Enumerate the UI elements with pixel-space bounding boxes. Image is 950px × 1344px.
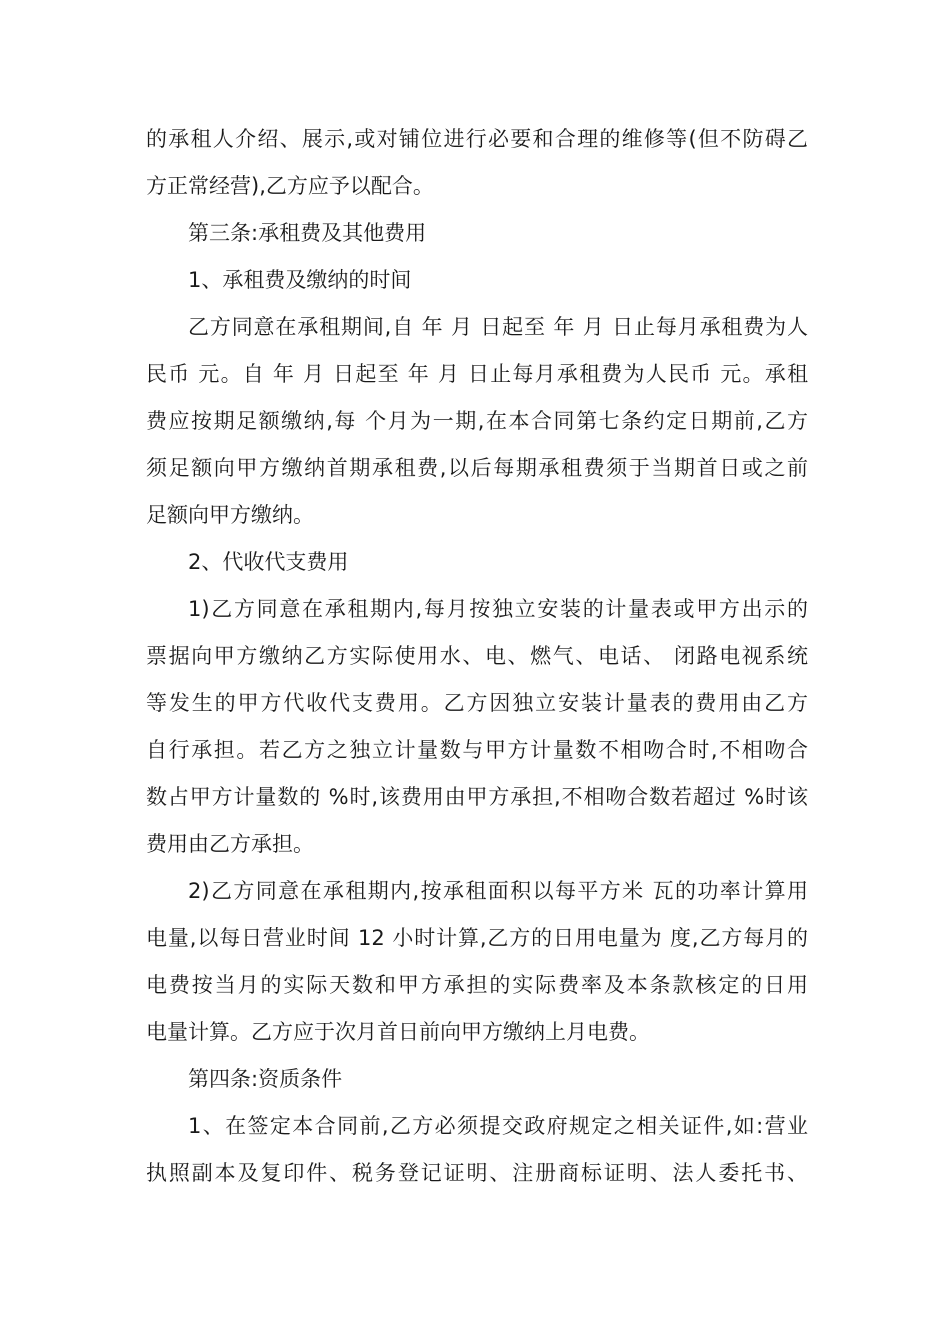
text-line: 电量计算。乙方应于次月首日前向甲方缴纳上月电费。: [146, 1020, 650, 1044]
text-line: 费应按期足额缴纳,每 个月为一期,在本合同第七条约定日期前,乙方: [146, 409, 808, 433]
subsection-heading: 1、承租费及缴纳的时间: [188, 268, 412, 292]
text-line: 电费按当月的实际天数和甲方承担的实际费率及本条款核定的日用: [146, 973, 808, 997]
text-line: 2)乙方同意在承租期内,按承租面积以每平方米 瓦的功率计算用: [188, 879, 808, 903]
text-line: 票据向甲方缴纳乙方实际使用水、电、燃气、电话、 闭路电视系统: [146, 644, 808, 668]
text-line: 电量,以每日营业时间 12 小时计算,乙方的日用电量为 度,乙方每月的: [146, 926, 808, 950]
text-line: 须足额向甲方缴纳首期承租费,以后每期承租费须于当期首日或之前: [146, 456, 808, 480]
section-heading: 第三条:承租费及其他费用: [188, 221, 427, 245]
subsection-heading: 2、代收代支费用: [188, 550, 349, 574]
text-line: 1、在签定本合同前,乙方必须提交政府规定之相关证件,如:营业: [188, 1114, 808, 1138]
text-line: 执照副本及复印件、税务登记证明、注册商标证明、法人委托书、: [146, 1161, 808, 1185]
text-line: 费用由乙方承担。: [146, 832, 314, 856]
text-line: 民币 元。自 年 月 日起至 年 月 日止每月承租费为人民币 元。承租: [146, 362, 808, 386]
text-line: 乙方同意在承租期间,自 年 月 日起至 年 月 日止每月承租费为人: [188, 315, 808, 339]
text-line: 方正常经营),乙方应予以配合。: [146, 174, 434, 198]
text-line: 等发生的甲方代收代支费用。乙方因独立安装计量表的费用由乙方: [146, 691, 808, 715]
text-line: 自行承担。若乙方之独立计量数与甲方计量数不相吻合时,不相吻合: [146, 738, 808, 762]
text-line: 的承租人介绍、展示,或对铺位进行必要和合理的维修等(但不防碍乙: [146, 127, 808, 151]
text-line: 足额向甲方缴纳。: [146, 503, 314, 527]
text-line: 1)乙方同意在承租期内,每月按独立安装的计量表或甲方出示的: [188, 597, 808, 621]
text-line: 数占甲方计量数的 %时,该费用由甲方承担,不相吻合数若超过 %时该: [146, 785, 808, 809]
document-body: [146, 116, 808, 1197]
section-heading: 第四条:资质条件: [188, 1067, 343, 1091]
